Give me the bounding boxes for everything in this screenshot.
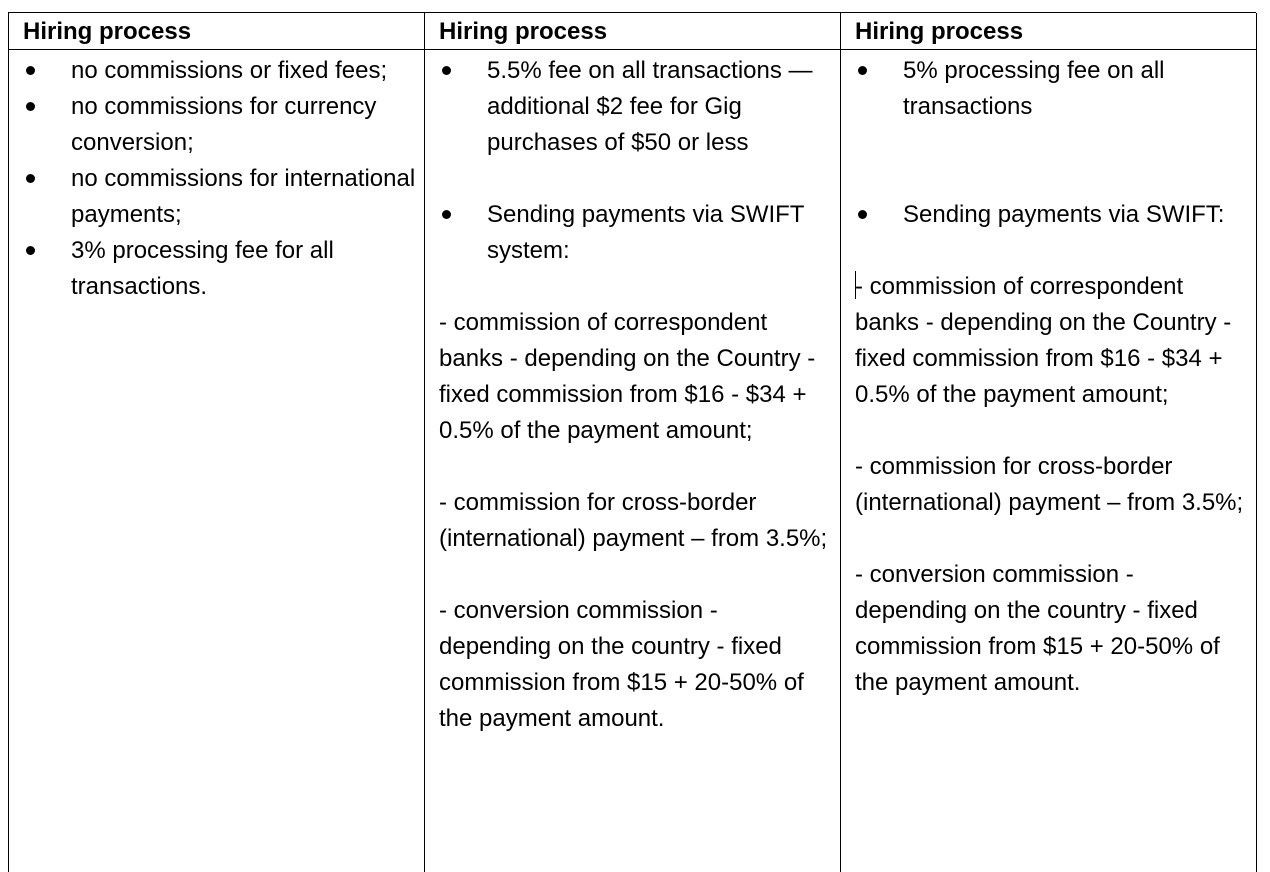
- paragraph: - commission for cross-border (international) payment – from 3.5%;: [855, 453, 1244, 516]
- bullet-list: [855, 197, 1248, 233]
- paragraph: - conversion commission - depending on the country - fixed commission from $15 + 20-50% of the payment amount.: [855, 561, 1220, 696]
- blank-line: [855, 413, 1248, 449]
- column-header: Hiring process: [439, 18, 608, 45]
- list-item: no commissions or fixed fees;: [23, 53, 416, 89]
- bullet-icon: [26, 66, 35, 75]
- header-divider: [9, 49, 1256, 50]
- blank-line: [855, 521, 1248, 557]
- column-body: [439, 53, 832, 737]
- bullet-icon: [26, 246, 35, 255]
- list-item: Sending payments via SWIFT:: [855, 197, 1248, 233]
- bullet-icon: [858, 210, 867, 219]
- list-item: Sending payments via SWIFT system:: [439, 197, 832, 269]
- table-column-2: [425, 13, 841, 872]
- bullet-list: [439, 197, 832, 269]
- column-header: Hiring process: [23, 18, 192, 45]
- blank-line: [855, 161, 1248, 197]
- bullet-icon: [442, 66, 451, 75]
- table-column-3: [841, 13, 1257, 872]
- blank-line: [439, 557, 832, 593]
- blank-line: [439, 269, 832, 305]
- blank-line: [855, 125, 1248, 161]
- bullet-icon: [442, 210, 451, 219]
- bullet-list: [855, 53, 1248, 125]
- column-header: Hiring process: [855, 18, 1024, 45]
- bullet-icon: [26, 102, 35, 111]
- paragraph: - commission of correspondent banks - depending on the Country - fixed commission from $16 - $34 + 0.5% of the payment amount;: [439, 309, 816, 444]
- paragraph: - conversion commission - depending on the country - fixed commission from $15 + 20-50% of the payment amount.: [439, 597, 804, 732]
- column-body: [855, 53, 1248, 701]
- blank-line: [439, 449, 832, 485]
- bullet-list: [439, 53, 832, 161]
- paragraph: - commission for cross-border (international) payment – from 3.5%;: [439, 489, 828, 552]
- list-item: 5.5% fee on all transactions — additional $2 fee for Gig purchases of $50 or less: [439, 53, 832, 161]
- blank-line: [439, 161, 832, 197]
- list-item: 5% processing fee on all transactions: [855, 53, 1248, 125]
- list-item: no commissions for international payments;: [23, 161, 416, 233]
- paragraph[interactable]: - commission of correspondent banks - depending on the Country - fixed commission from $16 - $34 + 0.5% of the payment amount;: [855, 273, 1232, 408]
- list-item: 3% processing fee for all transactions.: [23, 233, 416, 305]
- list-item: no commissions for currency conversion;: [23, 89, 416, 161]
- blank-line: [855, 233, 1248, 269]
- bullet-icon: [26, 174, 35, 183]
- bullet-icon: [858, 66, 867, 75]
- bullet-list: [23, 53, 416, 305]
- column-body: [23, 53, 416, 305]
- comparison-table: [8, 12, 1256, 872]
- table-column-1: [9, 13, 425, 872]
